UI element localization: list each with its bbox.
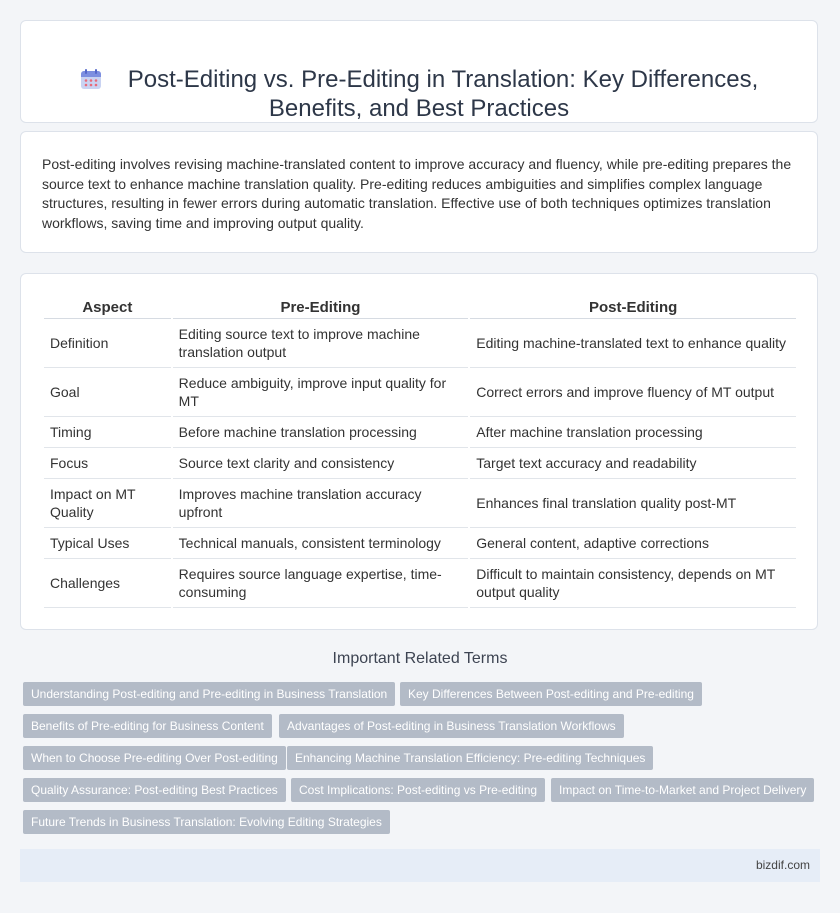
- related-term-link[interactable]: Cost Implications: Post-editing vs Pre-editing: [291, 778, 545, 802]
- comparison-card: [20, 273, 818, 630]
- header-aspect: Aspect: [44, 296, 171, 319]
- cell-post-editing: Editing machine-translated text to enhance quality: [470, 319, 796, 368]
- cell-aspect: Challenges: [44, 559, 171, 608]
- cell-aspect: Goal: [44, 368, 171, 417]
- table-row: [44, 448, 796, 479]
- cell-aspect: Typical Uses: [44, 528, 171, 559]
- table-row: [44, 528, 796, 559]
- table-row: [44, 479, 796, 528]
- related-term-link[interactable]: When to Choose Pre-editing Over Post-editing: [23, 746, 286, 770]
- table-row: [44, 319, 796, 368]
- footer: [20, 849, 820, 882]
- cell-post-editing: Target text accuracy and readability: [470, 448, 796, 479]
- cell-aspect: Focus: [44, 448, 171, 479]
- cell-pre-editing: Before machine translation processing: [173, 417, 469, 448]
- cell-post-editing: After machine translation processing: [470, 417, 796, 448]
- related-term-link[interactable]: Enhancing Machine Translation Efficiency: Pre-editing Techniques: [287, 746, 653, 770]
- title-line-2: Benefits, and Best Practices: [268, 95, 570, 122]
- related-term-link[interactable]: Impact on Time-to-Market and Project Delivery: [551, 778, 814, 802]
- calendar-icon: [80, 68, 102, 90]
- table-row: [44, 368, 796, 417]
- cell-aspect: Timing: [44, 417, 171, 448]
- related-term-link[interactable]: Future Trends in Business Translation: Evolving Editing Strategies: [23, 810, 390, 834]
- related-term-link[interactable]: Key Differences Between Post-editing and Pre-editing: [400, 682, 702, 706]
- table-row: [44, 559, 796, 608]
- cell-pre-editing: Requires source language expertise, time-consuming: [173, 559, 469, 608]
- related-term-link[interactable]: Advantages of Post-editing in Business Translation Workflows: [279, 714, 624, 738]
- page-title: [21, 65, 817, 123]
- related-term-link[interactable]: Understanding Post-editing and Pre-editing in Business Translation: [23, 682, 395, 706]
- cell-post-editing: Difficult to maintain consistency, depends on MT output quality: [470, 559, 796, 608]
- cell-pre-editing: Editing source text to improve machine translation output: [173, 319, 469, 368]
- cell-aspect: Definition: [44, 319, 171, 368]
- title-line-1: Post-Editing vs. Pre-Editing in Translation: Key Differences,: [127, 66, 759, 93]
- cell-pre-editing: Source text clarity and consistency: [173, 448, 469, 479]
- related-term-link[interactable]: Quality Assurance: Post-editing Best Practices: [23, 778, 286, 802]
- cell-pre-editing: Technical manuals, consistent terminology: [173, 528, 469, 559]
- header-card: [20, 20, 818, 123]
- intro-paragraph: Post-editing involves revising machine-translated content to improve accuracy and fluency, while pre-editing prepares the source text to enhance machine translation quality. Pre-editing reduces ambiguities and simplifies complex language structures, resulting in fewer errors during automatic translation. Effective use of both techniques optimizes translation workflows, saving time and improving output quality.: [42, 156, 792, 231]
- cell-post-editing: Correct errors and improve fluency of MT output: [470, 368, 796, 417]
- intro-card: [20, 131, 818, 253]
- table-header-row: [44, 296, 796, 319]
- cell-pre-editing: Reduce ambiguity, improve input quality for MT: [173, 368, 469, 417]
- cell-post-editing: Enhances final translation quality post-MT: [470, 479, 796, 528]
- footer-brand[interactable]: bizdif.com: [755, 858, 810, 872]
- related-term-link[interactable]: Benefits of Pre-editing for Business Content: [23, 714, 272, 738]
- comparison-table: [42, 296, 798, 608]
- table-row: [44, 417, 796, 448]
- cell-post-editing: General content, adaptive corrections: [470, 528, 796, 559]
- cell-aspect: Impact on MT Quality: [44, 479, 171, 528]
- header-post-editing: Post-Editing: [470, 296, 796, 319]
- related-terms-title: Important Related Terms: [332, 650, 508, 667]
- header-pre-editing: Pre-Editing: [173, 296, 469, 319]
- cell-pre-editing: Improves machine translation accuracy upfront: [173, 479, 469, 528]
